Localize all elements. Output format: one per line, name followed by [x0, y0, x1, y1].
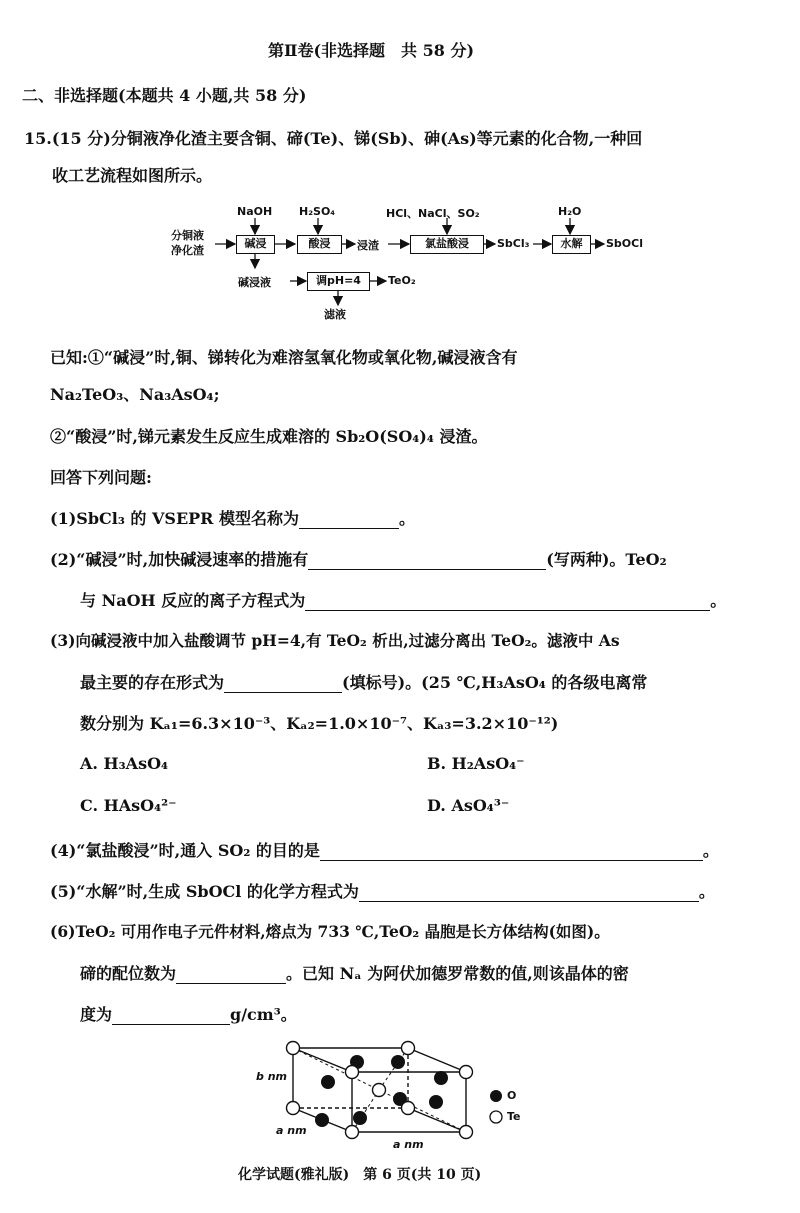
- flow-sbcl3-label: SbCl₃: [497, 237, 530, 250]
- q15-stem-line1: 15.(15 分)分铜液净化渣主要含铜、碲(Te)、锑(Sb)、砷(As)等元素的化合物,一种回: [24, 129, 643, 148]
- part-5-text: (5)“水解”时,生成 SbOCl 的化学方程式为: [50, 882, 359, 901]
- part-6-line1: (6)TeO₂ 可用作电子元件材料,熔点为 733 ℃,TeO₂ 晶胞是长方体结构(如图)。: [50, 922, 610, 941]
- option-a: A. H₃AsO₄: [80, 754, 169, 773]
- flow-box-hydrolysis: 水解: [552, 235, 591, 254]
- part-3-line1: (3)向碱浸液中加入盐酸调节 pH=4,有 TeO₂ 析出,过滤分离出 TeO₂。滤液中 As: [50, 631, 620, 650]
- legend-tellurium-label: Te: [507, 1110, 521, 1123]
- flow-filtrate-label: 滤液: [324, 308, 346, 321]
- option-c: C. HAsO₄²⁻: [80, 796, 177, 815]
- flow-residue-label: 浸渣: [357, 239, 379, 252]
- flow-feed-label-line2: 净化渣: [171, 244, 204, 257]
- part-6-text-d: 度为: [80, 1005, 113, 1024]
- part-2-text-c: 与 NaOH 反应的离子方程式为: [80, 591, 306, 610]
- part-1-text: (1)SbCl₃ 的 VSEPR 模型名称为: [50, 509, 300, 528]
- part-4-text: (4)“氯盐酸浸”时,通入 SO₂ 的目的是: [50, 841, 320, 860]
- legend-oxygen-marker: [490, 1090, 502, 1102]
- part-5-end: 。: [698, 882, 715, 901]
- flow-feed-label-line1: 分铜液: [171, 229, 204, 242]
- page-footer: 化学试题(雅礼版) 第 6 页(共 10 页): [238, 1167, 482, 1183]
- flow-sbocl-label: SbOCl: [606, 237, 643, 250]
- part-2-end: 。: [710, 591, 727, 610]
- flow-reagent-h2so4: H₂SO₄: [299, 205, 336, 218]
- crystal-cell-figure: [240, 1032, 540, 1157]
- part-3-text-b: 最主要的存在形式为: [80, 673, 225, 692]
- part-6-text-e: g/cm³。: [230, 1005, 297, 1024]
- part-2-text-b: (写两种)。TeO₂: [546, 550, 667, 569]
- part-3-line2: [80, 670, 647, 693]
- part-4: [50, 838, 719, 861]
- flow-teo2-label: TeO₂: [388, 274, 416, 287]
- part-6-density-blank[interactable]: [112, 1006, 230, 1025]
- section-heading: 二、非选择题(本题共 4 小题,共 58 分): [22, 86, 307, 105]
- part-6-line3: [80, 1002, 297, 1025]
- part-3-answer-blank[interactable]: [224, 674, 342, 693]
- option-d: D. AsO₄³⁻: [427, 796, 510, 815]
- fig-a-dimension-label-left: a nm: [276, 1124, 307, 1137]
- part-2-measures-blank[interactable]: [308, 551, 546, 570]
- option-b: B. H₂AsO₄⁻: [427, 754, 525, 773]
- known-condition-1-line1: 已知:①“碱浸”时,铜、锑转化为难溶氢氧化物或氧化物,碱浸液含有: [50, 348, 518, 367]
- flow-box-adjust-ph: 调pH=4: [307, 272, 370, 291]
- part-3-text-c: (填标号)。(25 ℃,H₃AsO₄ 的各级电离常: [342, 673, 648, 692]
- flow-box-chloride-acid-leach: 氯盐酸浸: [410, 235, 484, 254]
- flow-reagent-hcl-nacl-so2: HCl、NaCl、SO₂: [386, 207, 480, 220]
- part-2-line2: [80, 588, 726, 611]
- part-2-text-a: (2)“碱浸”时,加快碱浸速率的措施有: [50, 550, 309, 569]
- part-4-answer-blank[interactable]: [320, 842, 703, 861]
- part-6-line2: [80, 961, 629, 984]
- flow-box-alkali-leach: 碱浸: [236, 235, 275, 254]
- fig-b-dimension-label: b nm: [256, 1070, 287, 1083]
- flow-reagent-h2o: H₂O: [558, 205, 582, 218]
- part-5: [50, 879, 715, 902]
- known-condition-1-line2: Na₂TeO₃、Na₃AsO₄;: [50, 385, 220, 404]
- part-6-text-b: 碲的配位数为: [80, 964, 177, 983]
- known-condition-2: ②“酸浸”时,锑元素发生反应生成难溶的 Sb₂O(SO₄)₄ 浸渣。: [50, 427, 488, 446]
- part-3-line3: 数分别为 Kₐ₁=6.3×10⁻³、Kₐ₂=1.0×10⁻⁷、Kₐ₃=3.2×10⁻¹²): [80, 714, 559, 733]
- part-1-end: 。: [399, 509, 416, 528]
- flow-alkali-liquor-label: 碱浸液: [238, 276, 271, 289]
- q15-stem-line2: 收工艺流程如图所示。: [52, 166, 213, 185]
- part-2-equation-blank[interactable]: [305, 592, 710, 611]
- part-5-answer-blank[interactable]: [359, 883, 699, 902]
- part-6-coordination-blank[interactable]: [176, 965, 286, 984]
- page-header-title: 第Ⅱ卷(非选择题 共 58 分): [268, 41, 475, 60]
- part-4-end: 。: [702, 841, 719, 860]
- flow-reagent-naoh: NaOH: [237, 205, 273, 218]
- part-2-line1: [50, 547, 667, 570]
- legend-oxygen-label: O: [507, 1089, 517, 1102]
- answer-intro: 回答下列问题:: [50, 468, 152, 487]
- crystal-cell-diagram: [240, 1032, 540, 1157]
- part-1-answer-blank[interactable]: [299, 510, 399, 529]
- flow-box-acid-leach: 酸浸: [297, 235, 342, 254]
- legend-tellurium-marker: [490, 1111, 502, 1123]
- part-1: [50, 506, 415, 529]
- fig-a-dimension-label-bottom: a nm: [393, 1138, 424, 1151]
- part-6-text-c: 。已知 Nₐ 为阿伏加德罗常数的值,则该晶体的密: [286, 964, 629, 983]
